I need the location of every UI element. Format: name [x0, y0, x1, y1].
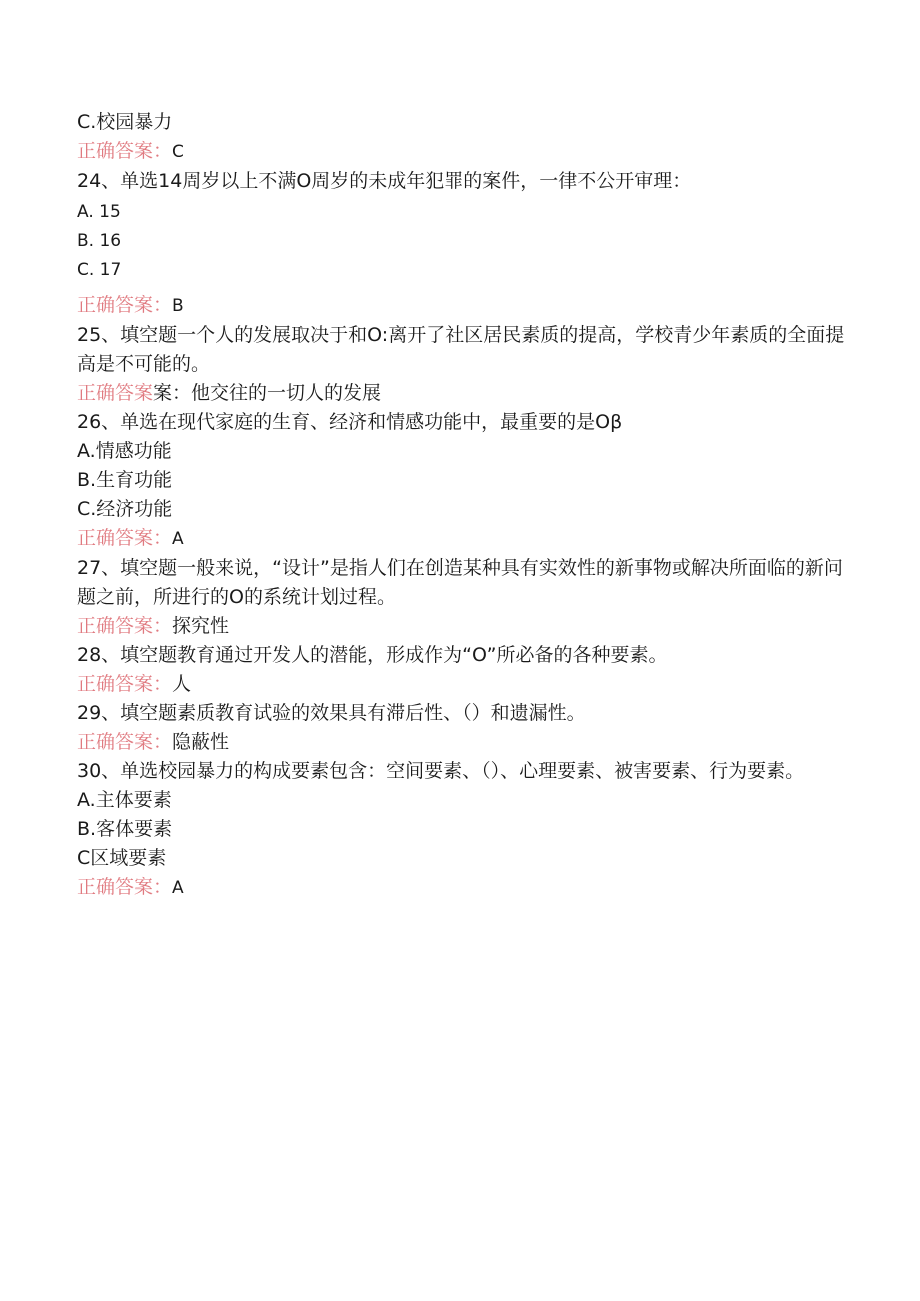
document-page: [77, 108, 857, 903]
answer-value: B: [172, 296, 184, 316]
question-line: 26、单选在现代家庭的生育、经济和情感功能中，最重要的是Oβ: [77, 411, 623, 433]
answer-label: 正确答案：: [77, 140, 173, 162]
answer-value: 隐蔽性: [172, 731, 230, 753]
option-line: C. 17: [77, 260, 122, 280]
answer-line: [77, 379, 857, 408]
question-line: 24、单选14周岁以上不满O周岁的未成年犯罪的案件，一律不公开审理：: [77, 170, 692, 192]
answer-label: 正确答案：: [77, 527, 173, 549]
answer-label: 正确答案：: [77, 615, 173, 637]
answer-label: 正确答案：: [77, 673, 173, 695]
option-line: A.情感功能: [77, 440, 172, 462]
question-line: 30、单选校园暴力的构成要素包含：空间要素、（）、心理要素、被害要素、行为要素。: [77, 760, 805, 782]
answer-line: [77, 524, 857, 554]
answer-label: 正确答案：: [77, 731, 173, 753]
answer-label: 正确答案：: [77, 294, 173, 316]
answer-line: [77, 612, 857, 641]
answer-line: [77, 728, 857, 757]
question-line: 25、填空题一个人的发展取决于和O:离开了社区居民素质的提高，学校青少年素质的全面提高是不可能的。: [77, 324, 845, 375]
answer-line: [77, 291, 857, 321]
answer-label: 正确答案：: [77, 876, 173, 898]
answer-value: A: [172, 878, 184, 898]
answer-value: 探究性: [172, 615, 230, 637]
answer-value: A: [172, 529, 184, 549]
answer-value: 案：他交往的一切人的发展: [153, 382, 382, 404]
answer-line: [77, 873, 857, 903]
option-line: A. 15: [77, 202, 121, 222]
option-line: C.校园暴力: [77, 111, 173, 133]
option-line: B.客体要素: [77, 818, 173, 840]
answer-label: 正确答案: [77, 382, 154, 404]
question-line: 28、填空题教育通过开发人的潜能，形成作为“O”所必备的各种要素。: [77, 644, 668, 666]
question-line: 29、填空题素质教育试验的效果具有滞后性、（）和遗漏性。: [77, 702, 586, 724]
answer-line: [77, 670, 857, 699]
answer-value: C: [172, 142, 184, 162]
option-line: B.生育功能: [77, 469, 173, 491]
answer-value: 人: [172, 673, 192, 695]
option-line: A.主体要素: [77, 789, 172, 811]
option-line: C.经济功能: [77, 498, 173, 520]
option-line: C区域要素: [77, 847, 167, 869]
option-line: B. 16: [77, 231, 122, 251]
answer-line: [77, 137, 857, 167]
question-line: 27、填空题一般来说，“设计”是指人们在创造某种具有实效性的新事物或解决所面临的新问题之前，所进行的O的系统计划过程。: [77, 557, 843, 608]
